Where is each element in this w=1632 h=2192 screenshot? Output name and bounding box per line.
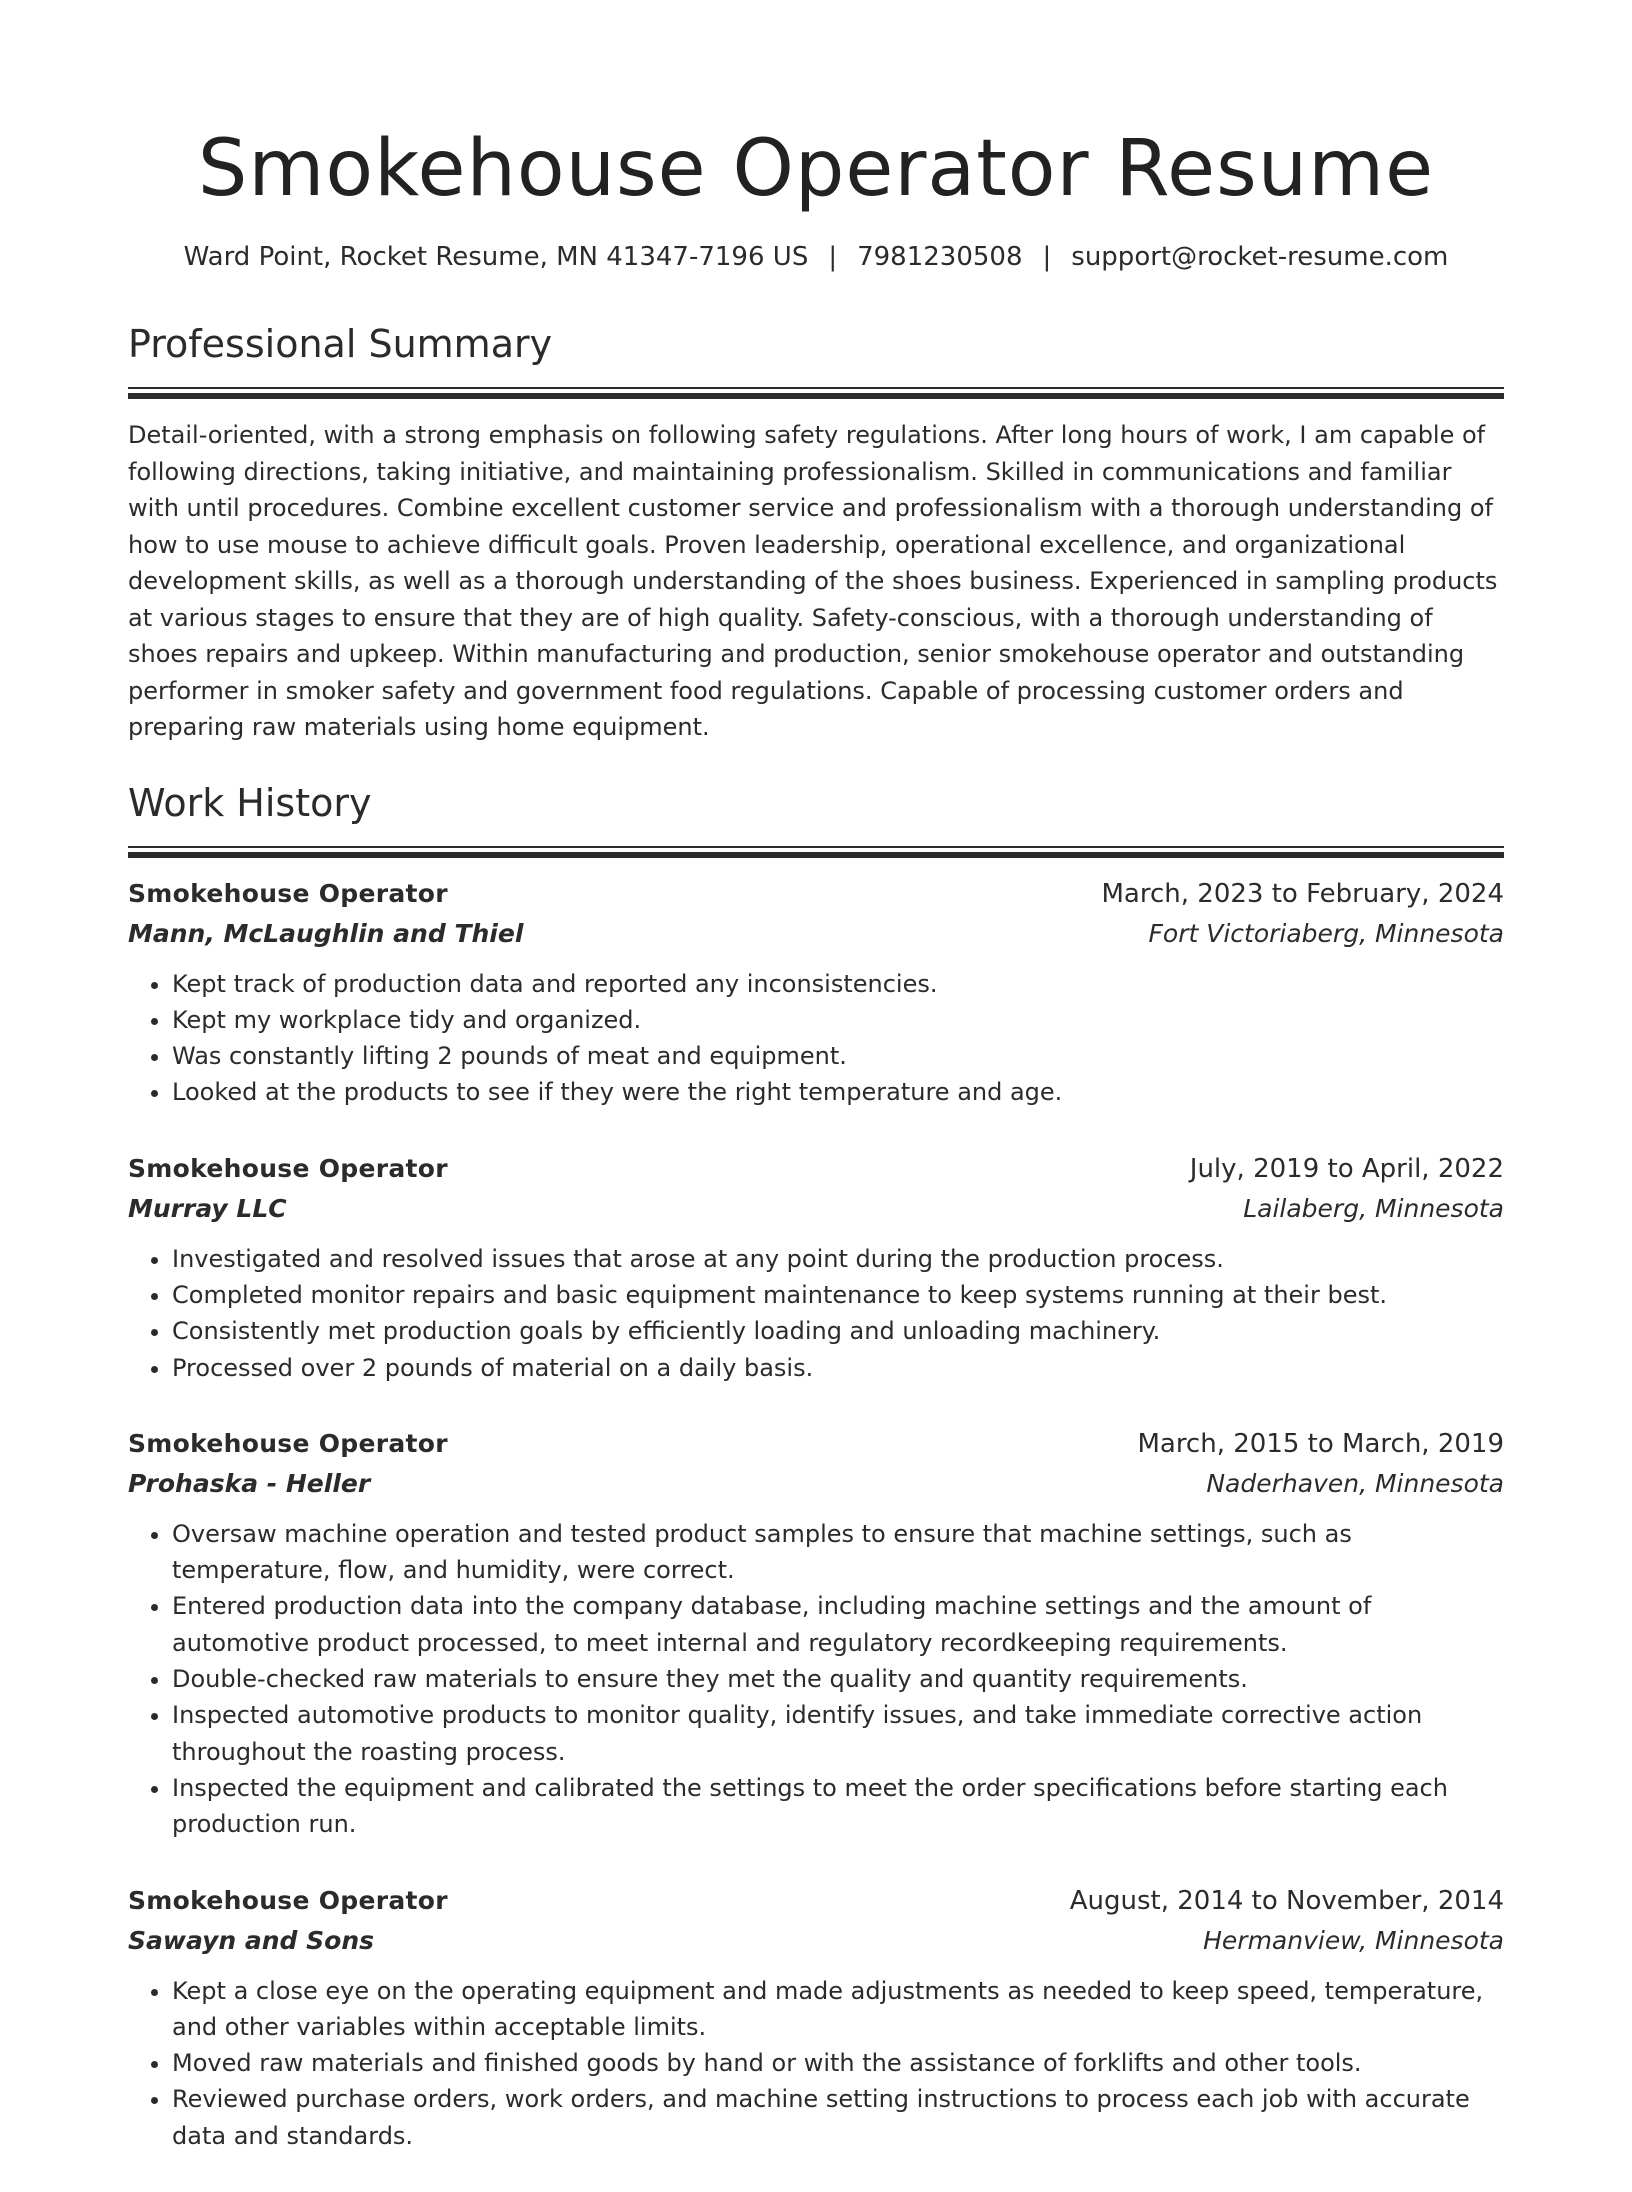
professional-summary-section	[128, 319, 1504, 746]
job-duty-item: • Kept a close eye on the operating equipment and made adjustments as needed to keep speed, temperature, and other variables within acceptable limits.	[172, 1973, 1504, 2046]
job-title: Smokehouse Operator	[128, 1153, 448, 1183]
job-title: Smokehouse Operator	[128, 1428, 448, 1458]
job-duty-item: • Processed over 2 pounds of material on a daily basis.	[172, 1350, 1504, 1386]
work-history-section	[128, 778, 1504, 2155]
job-entry	[128, 874, 1504, 1111]
job-dates: July, 2019 to April, 2022	[1189, 1153, 1504, 1184]
job-duty-item: • Inspected the equipment and calibrated the settings to meet the order specifications before starting each production run.	[172, 1770, 1504, 1843]
section-divider	[128, 387, 1504, 397]
job-dates: August, 2014 to November, 2014	[1069, 1885, 1504, 1916]
job-title: Smokehouse Operator	[128, 1885, 448, 1915]
job-location: Naderhaven, Minnesota	[1206, 1468, 1504, 1498]
job-duties-list	[128, 1241, 1504, 1386]
job-duty-item: • Investigated and resolved issues that arose at any point during the production process.	[172, 1241, 1504, 1277]
job-duty-item: • Oversaw machine operation and tested product samples to ensure that machine settings, such as temperature, flow, and humidity, were correct.	[172, 1516, 1504, 1589]
job-duty-item: • Double-checked raw materials to ensure they met the quality and quantity requirements.	[172, 1661, 1504, 1697]
job-duty-item: • Kept my workplace tidy and organized.	[172, 1002, 1504, 1038]
job-title: Smokehouse Operator	[128, 878, 448, 908]
job-header-row	[128, 1149, 1504, 1189]
job-duty-item: • Entered production data into the company database, including machine settings and the amount of automotive product processed, to meet internal and regulatory recordkeeping requirements.	[172, 1588, 1504, 1661]
job-company: Sawayn and Sons	[128, 1925, 374, 1955]
job-list	[128, 874, 1504, 2155]
job-company-row	[128, 1464, 1504, 1504]
job-entry	[128, 1881, 1504, 2154]
job-company: Mann, McLaughlin and Thiel	[128, 918, 524, 948]
section-divider	[128, 846, 1504, 856]
section-heading-summary: Professional Summary	[128, 322, 553, 366]
job-duties-list	[128, 966, 1504, 1111]
job-duty-item: • Was constantly lifting 2 pounds of meat and equipment.	[172, 1038, 1504, 1074]
resume-title: Smokehouse Operator Resume	[197, 124, 1435, 214]
contact-phone: 7981230508	[857, 242, 1023, 272]
contact-line	[128, 240, 1504, 274]
section-heading-work-history: Work History	[128, 780, 372, 825]
job-duty-item: • Kept track of production data and reported any inconsistencies.	[172, 966, 1504, 1002]
job-company: Murray LLC	[128, 1193, 287, 1223]
job-duty-item: • Moved raw materials and finished goods by hand or with the assistance of forklifts and other tools.	[172, 2045, 1504, 2081]
job-location: Fort Victoriaberg, Minnesota	[1148, 918, 1504, 948]
job-header-row	[128, 874, 1504, 914]
job-dates: March, 2023 to February, 2024	[1101, 878, 1504, 909]
job-header-row	[128, 1424, 1504, 1464]
contact-separator: |	[828, 242, 838, 272]
contact-separator: |	[1042, 242, 1052, 272]
resume-page	[128, 0, 1504, 2192]
job-duty-item: • Inspected automotive products to monitor quality, identify issues, and take immediate corrective action throughout the roasting process.	[172, 1697, 1504, 1770]
job-entry	[128, 1424, 1504, 1843]
job-company-row	[128, 1921, 1504, 1961]
job-company: Prohaska - Heller	[128, 1468, 371, 1498]
job-company-row	[128, 1189, 1504, 1229]
job-duty-item: • Reviewed purchase orders, work orders, and machine setting instructions to process each job with accurate data and standards.	[172, 2081, 1504, 2154]
job-company-row	[128, 914, 1504, 954]
job-duties-list	[128, 1516, 1504, 1843]
contact-address: Ward Point, Rocket Resume, MN 41347-7196 US	[183, 242, 809, 272]
job-dates: March, 2015 to March, 2019	[1137, 1428, 1504, 1459]
job-header-row	[128, 1881, 1504, 1921]
summary-text: Detail-oriented, with a strong emphasis on following safety regulations. After long hours of work, I am capable of following directions, taking initiative, and maintaining professionalism. Skilled in communications and familiar with until procedures. Combine excellent customer service and professionalism with a thorough understanding of how to use mouse to achieve difficult goals. Proven leadership, operational excellence, and organizational development skills, as well as a thorough understanding of the shoes business. Experienced in sampling products at various stages to ensure that they are of high quality. Safety-conscious, with a thorough understanding of shoes repairs and upkeep. Within manufacturing and production, senior smokehouse operator and outstanding performer in smoker safety and government food regulations. Capable of processing customer orders and preparing raw materials using home equipment.	[128, 421, 1498, 741]
job-location: Hermanview, Minnesota	[1203, 1925, 1504, 1955]
contact-email: support@rocket-resume.com	[1071, 242, 1449, 272]
job-duty-item: • Completed monitor repairs and basic equipment maintenance to keep systems running at their best.	[172, 1277, 1504, 1313]
job-duty-item: • Looked at the products to see if they were the right temperature and age.	[172, 1074, 1504, 1110]
job-location: Lailaberg, Minnesota	[1243, 1193, 1504, 1223]
job-duties-list	[128, 1973, 1504, 2154]
job-duty-item: • Consistently met production goals by efficiently loading and unloading machinery.	[172, 1313, 1504, 1349]
job-entry	[128, 1149, 1504, 1386]
